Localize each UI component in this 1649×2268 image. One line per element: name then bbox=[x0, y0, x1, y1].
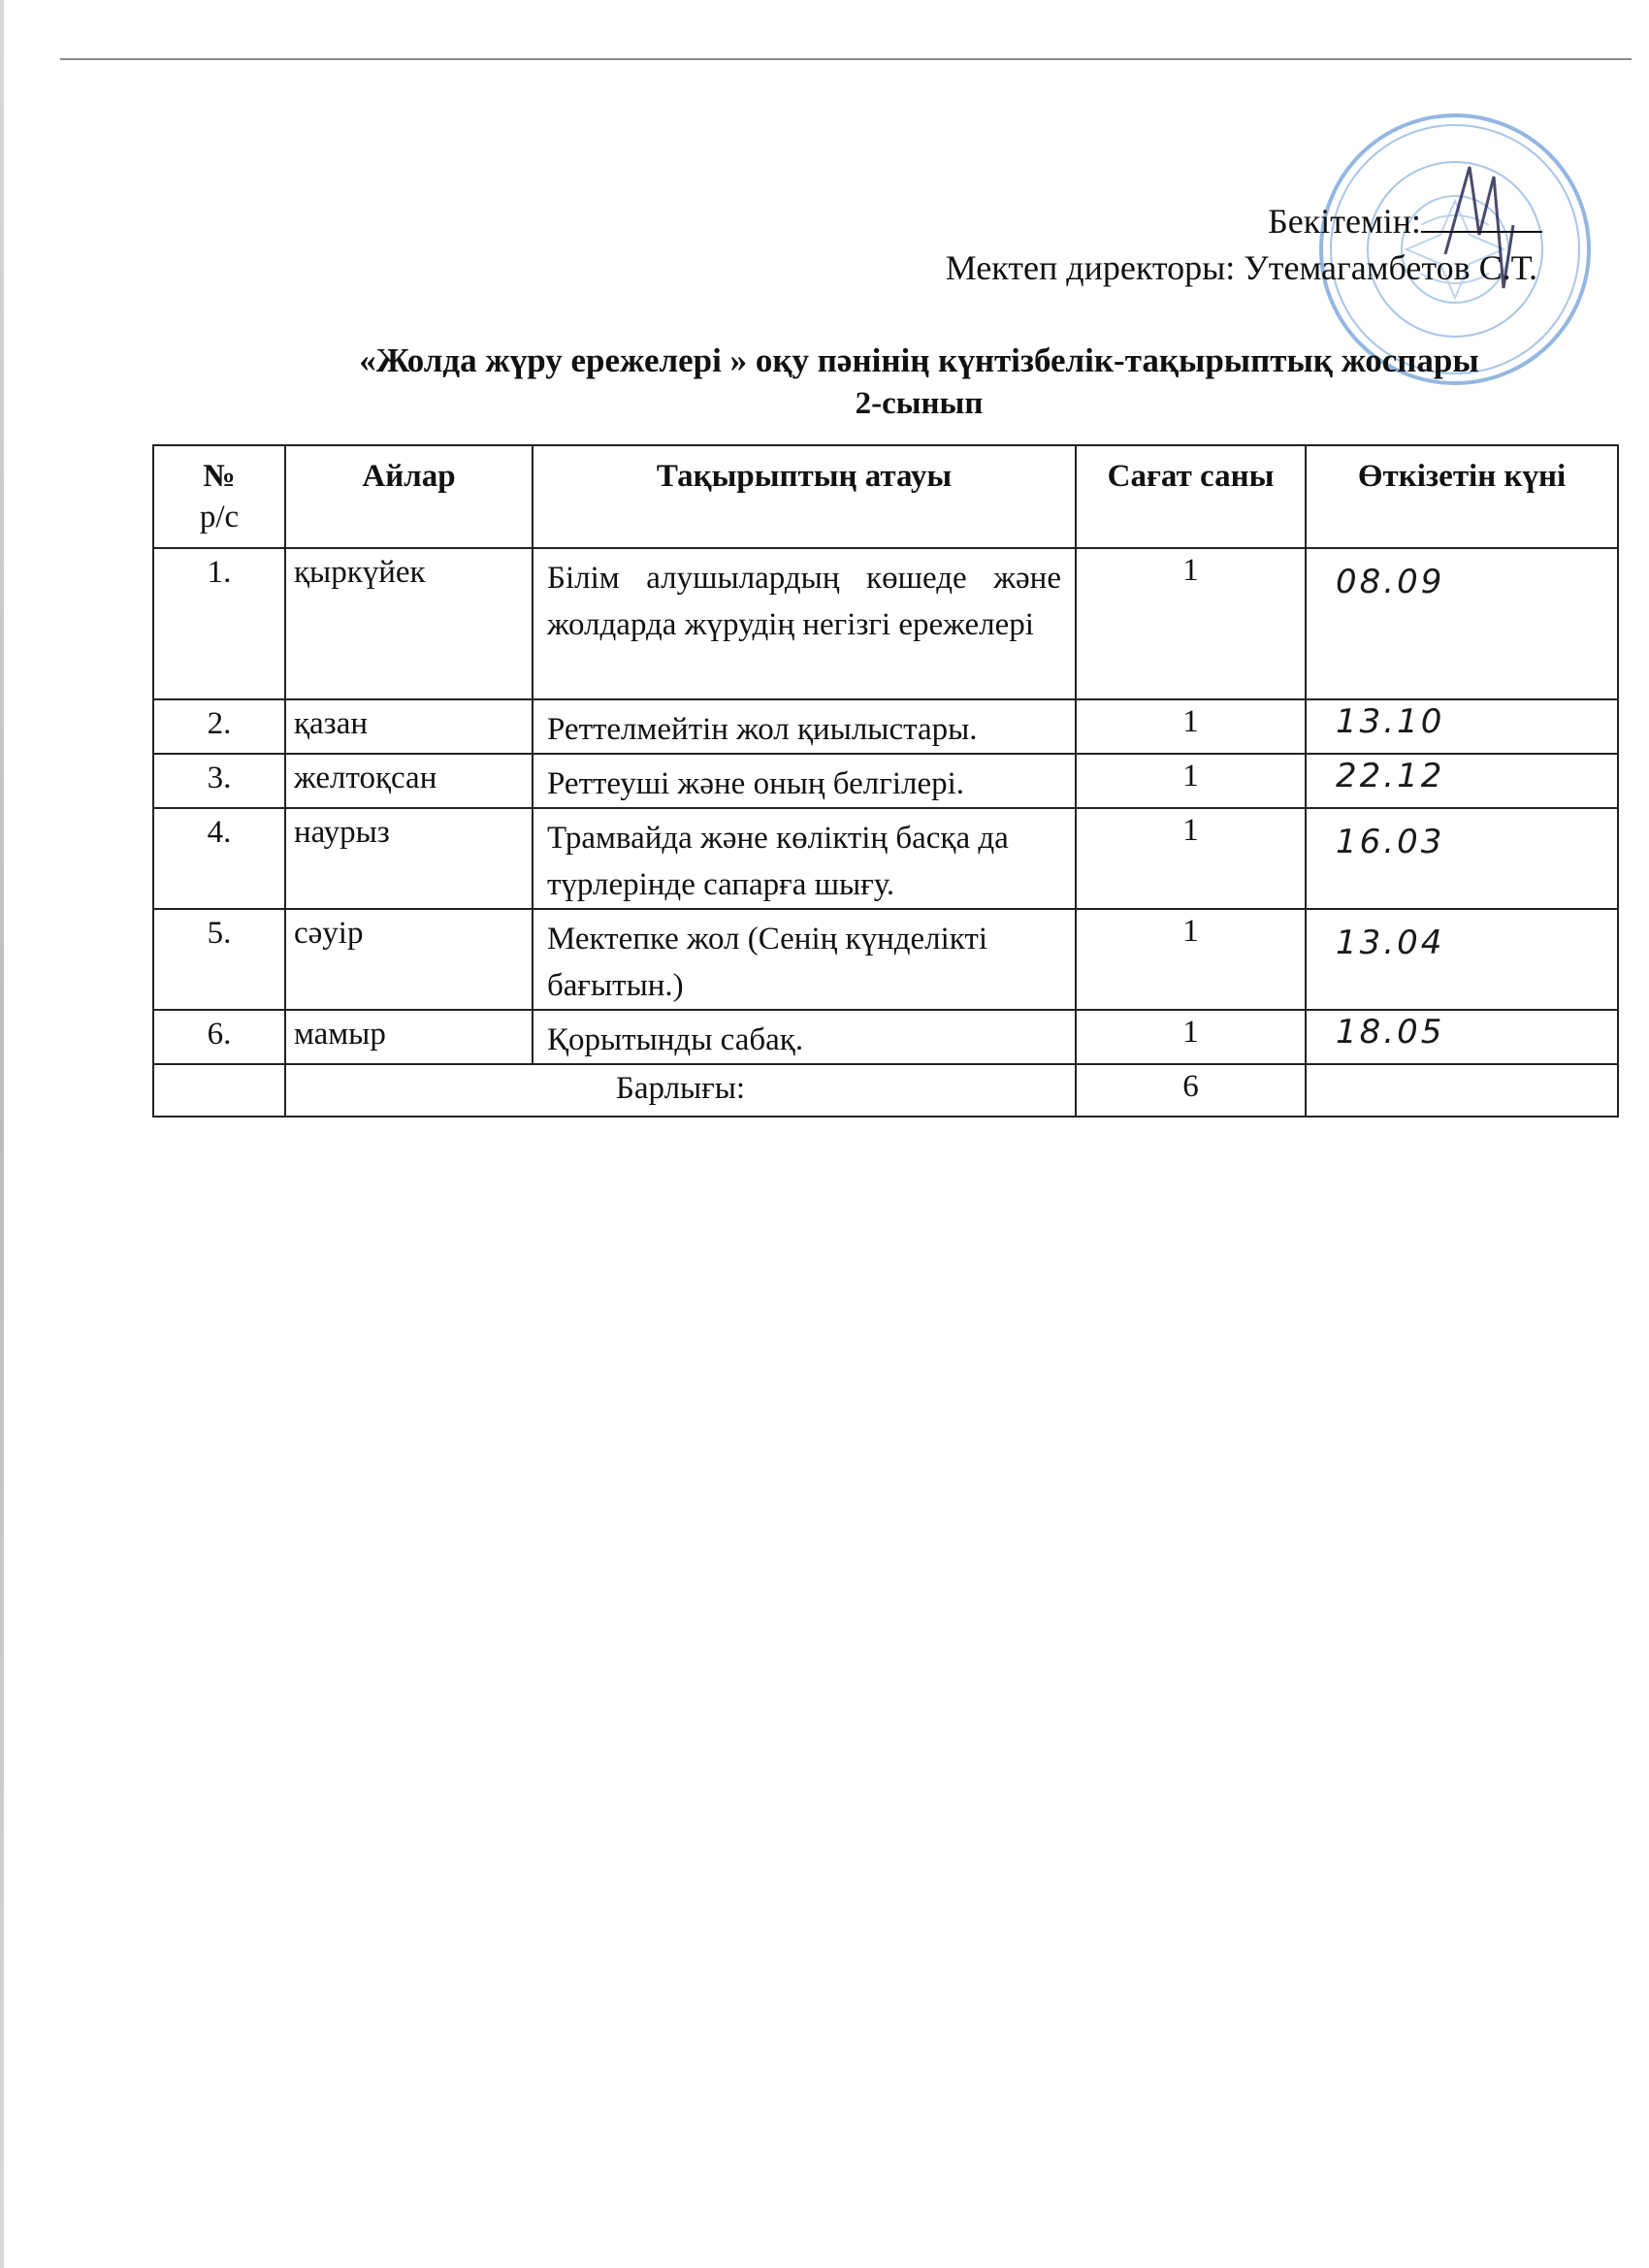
table-row bbox=[153, 548, 1618, 699]
total-hours: 6 bbox=[1076, 1064, 1306, 1117]
row-number: 2. bbox=[153, 699, 285, 754]
table-row bbox=[153, 909, 1618, 1010]
header-num-symbol: № bbox=[203, 459, 236, 494]
row-date: 13.10 bbox=[1336, 702, 1445, 741]
row-date-cell bbox=[1306, 909, 1618, 1010]
row-date: 18.05 bbox=[1336, 1013, 1445, 1052]
document-title: «Жолда жүру ережелері » оқу пәнінің күнтізбелік-тақырыптық жоспары bbox=[359, 341, 1479, 379]
table-row bbox=[153, 808, 1618, 909]
row-number: 5. bbox=[153, 909, 285, 1010]
header-topic: Тақырыптың атауы bbox=[533, 445, 1076, 548]
row-topic: Білім алушылардың көшеде және жолдарда жүрудің негізгі ережелері bbox=[533, 548, 1076, 699]
header-num-subtitle: р/с bbox=[199, 500, 240, 535]
table-row bbox=[153, 754, 1618, 808]
row-hours: 1 bbox=[1076, 699, 1306, 754]
signature-line bbox=[1421, 200, 1542, 233]
row-date: 08.09 bbox=[1336, 563, 1445, 601]
row-topic: Мектепке жол (Сенің күнделікті бағытын.) bbox=[533, 909, 1076, 1010]
director-line: Мектеп директоры: Утемагамбетов С.Т. bbox=[945, 248, 1537, 287]
header-hours: Сағат саны bbox=[1076, 445, 1306, 548]
scan-edge bbox=[0, 0, 4, 2268]
total-empty-cell bbox=[153, 1064, 285, 1117]
row-date: 22.12 bbox=[1336, 757, 1445, 795]
row-date-cell bbox=[1306, 1010, 1618, 1064]
row-number: 1. bbox=[153, 548, 285, 699]
row-topic: Трамвайда және көліктің басқа да түрлерінде сапарға шығу. bbox=[533, 808, 1076, 909]
row-month: желтоқсан bbox=[285, 754, 533, 808]
header-row bbox=[153, 445, 1618, 548]
row-date-cell bbox=[1306, 699, 1618, 754]
row-date: 13.04 bbox=[1336, 923, 1445, 962]
total-row bbox=[153, 1064, 1618, 1117]
row-date: 16.03 bbox=[1336, 823, 1445, 861]
row-hours: 1 bbox=[1076, 808, 1306, 909]
row-month: қазан bbox=[285, 699, 533, 754]
row-date-cell bbox=[1306, 754, 1618, 808]
row-number: 6. bbox=[153, 1010, 285, 1064]
row-month: сәуір bbox=[285, 909, 533, 1010]
row-hours: 1 bbox=[1076, 909, 1306, 1010]
row-topic: Реттеуші және оның белгілері. bbox=[533, 754, 1076, 808]
row-date-cell bbox=[1306, 808, 1618, 909]
row-number: 3. bbox=[153, 754, 285, 808]
row-month: мамыр bbox=[285, 1010, 533, 1064]
table-row bbox=[153, 1010, 1618, 1064]
row-number: 4. bbox=[153, 808, 285, 909]
row-hours: 1 bbox=[1076, 548, 1306, 699]
approval-line bbox=[1268, 200, 1542, 243]
row-month: қыркүйек bbox=[285, 548, 533, 699]
row-topic: Реттелмейтін жол қиылыстары. bbox=[533, 699, 1076, 754]
row-hours: 1 bbox=[1076, 1010, 1306, 1064]
row-month: наурыз bbox=[285, 808, 533, 909]
header-date: Өткізетін күні bbox=[1306, 445, 1618, 548]
table-row bbox=[153, 699, 1618, 754]
grade-label: 2-сынып bbox=[855, 386, 984, 421]
header-num bbox=[153, 445, 285, 548]
row-topic: Қорытынды сабақ. bbox=[533, 1010, 1076, 1064]
total-date-cell bbox=[1306, 1064, 1618, 1117]
row-date-cell bbox=[1306, 548, 1618, 699]
plan-table bbox=[152, 444, 1619, 1118]
top-rule bbox=[60, 58, 1632, 60]
row-hours: 1 bbox=[1076, 754, 1306, 808]
total-label: Барлығы: bbox=[285, 1064, 1076, 1117]
header-month: Айлар bbox=[285, 445, 533, 548]
approve-label: Бекітемін: bbox=[1268, 202, 1421, 241]
